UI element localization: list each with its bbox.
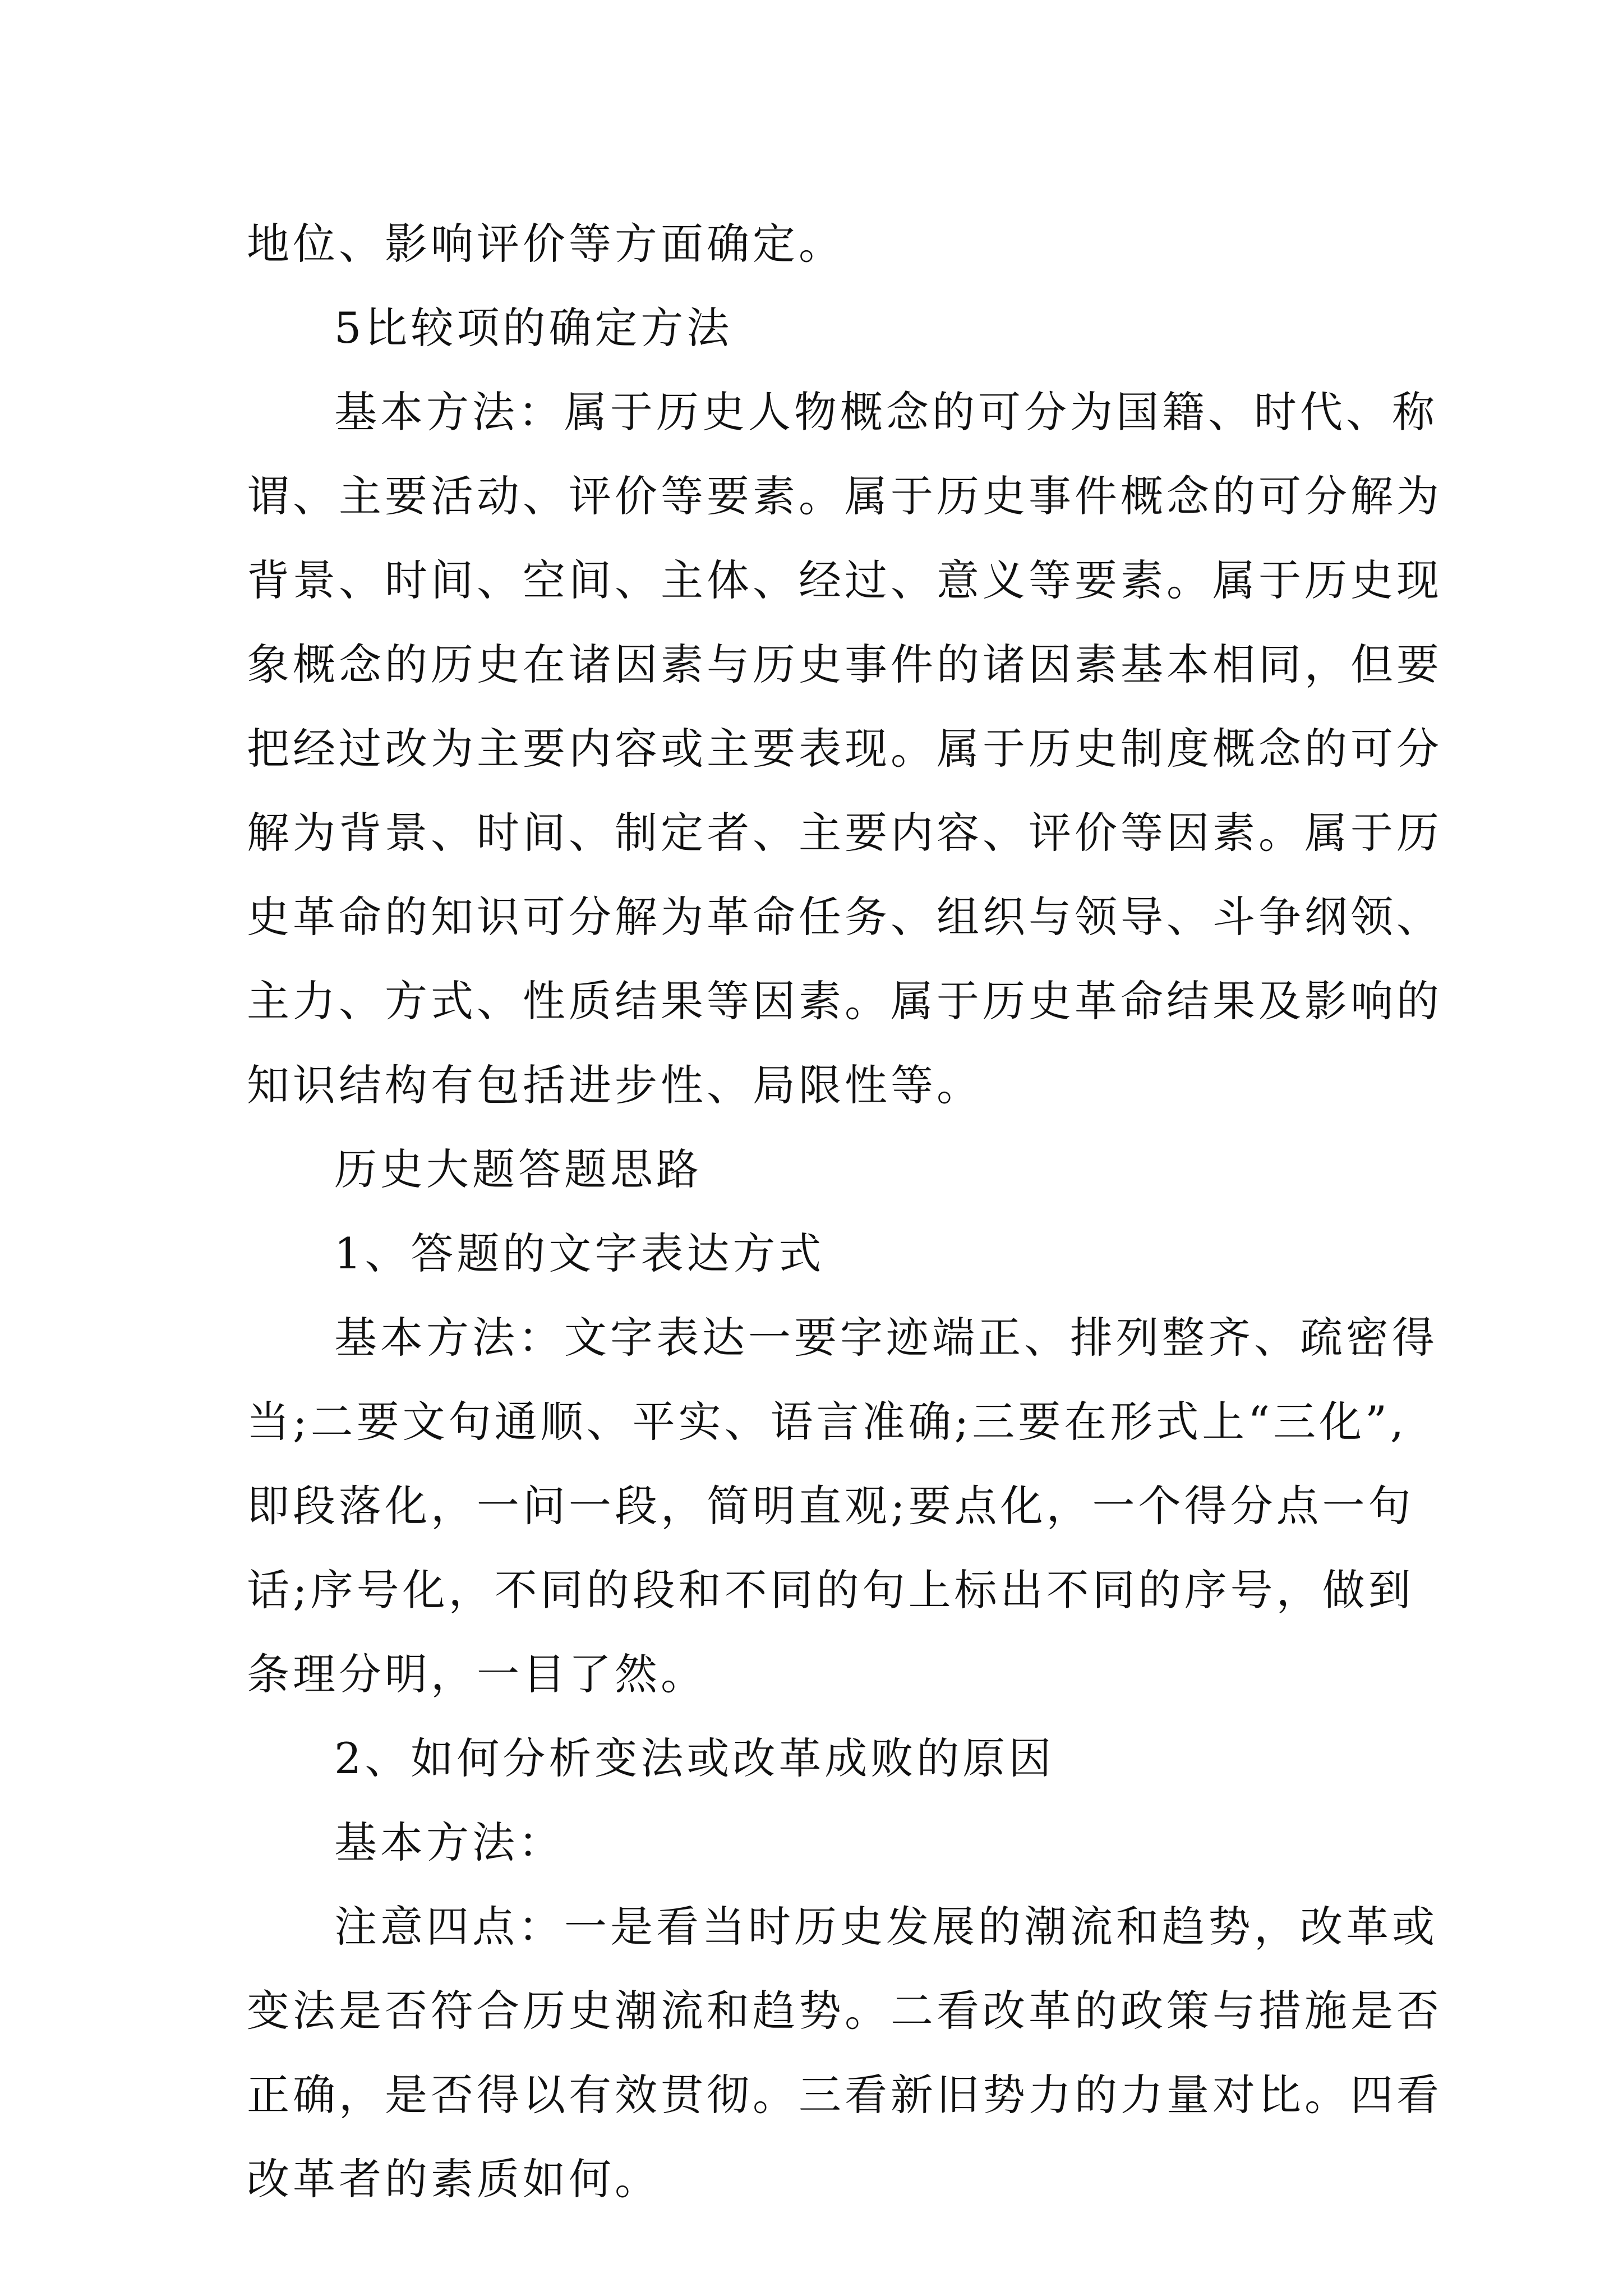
document-body — [247, 202, 1442, 2221]
text-line: 背景、时间、空间、主体、经过、意义等要素。属于历史现 — [247, 555, 1442, 605]
text-line: 正确，是否得以有效贯彻。三看新旧势力的力量对比。四看 — [247, 2070, 1442, 2120]
text-line: 基本方法：属于历史人物概念的可分为国籍、时代、称 — [334, 387, 1438, 437]
section-heading: 历史大题答题思路 — [334, 1144, 702, 1194]
section-heading: 1、答题的文字表达方式 — [334, 1228, 825, 1278]
text-line: 改革者的素质如何。 — [247, 2154, 661, 2204]
text-line: 即段落化，一问一段，简明直观;要点化，一个得分点一句 — [247, 1481, 1414, 1531]
text-line: 把经过改为主要内容或主要表现。属于历史制度概念的可分 — [247, 724, 1442, 774]
text-line: 知识结构有包括进步性、局限性等。 — [247, 1060, 983, 1110]
text-line: 话;序号化，不同的段和不同的句上标出不同的序号，做到 — [247, 1565, 1414, 1615]
text-line: 基本方法： — [334, 1818, 564, 1867]
text-line: 地位、影响评价等方面确定。 — [247, 219, 845, 269]
text-line: 象概念的历史在诸因素与历史事件的诸因素基本相同，但要 — [247, 639, 1442, 689]
text-line: 注意四点：一是看当时历史发展的潮流和趋势，改革或 — [334, 1902, 1438, 1952]
text-line: 基本方法：文字表达一要字迹端正、排列整齐、疏密得 — [334, 1313, 1438, 1363]
text-line: 当;二要文句通顺、平实、语言准确;三要在形式上“三化”, — [247, 1397, 1408, 1447]
section-heading: 5比较项的确定方法 — [334, 303, 733, 353]
text-line: 解为背景、时间、制定者、主要内容、评价等因素。属于历 — [247, 808, 1442, 858]
text-line: 史革命的知识可分解为革命任务、组织与领导、斗争纲领、 — [247, 892, 1442, 942]
text-line: 条理分明，一目了然。 — [247, 1649, 707, 1699]
section-heading: 2、如何分析变法或改革成败的原因 — [334, 1733, 1055, 1783]
text-line: 谓、主要活动、评价等要素。属于历史事件概念的可分解为 — [247, 471, 1442, 521]
text-line: 变法是否符合历史潮流和趋势。二看改革的政策与措施是否 — [247, 1986, 1442, 2036]
text-line: 主力、方式、性质结果等因素。属于历史革命结果及影响的 — [247, 976, 1442, 1026]
